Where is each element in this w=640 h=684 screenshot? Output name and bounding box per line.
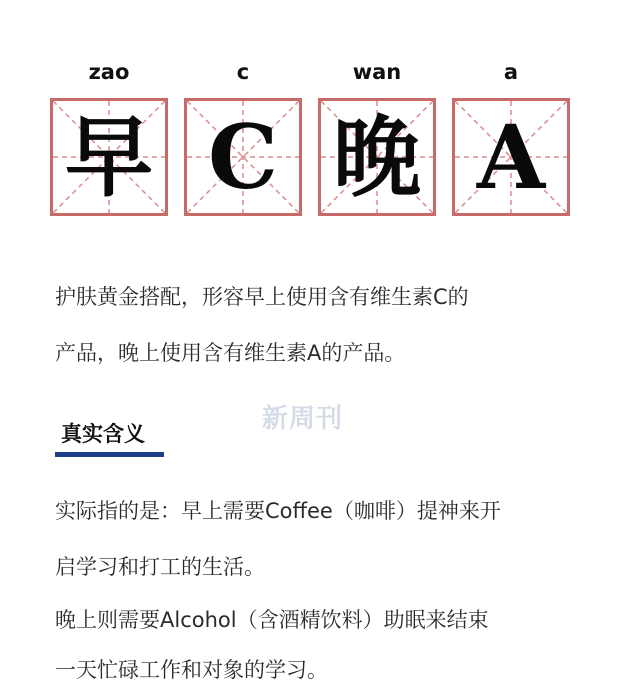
character-grid-row	[50, 98, 580, 216]
pinyin-row	[50, 60, 570, 90]
meaning-line-3: 晚上则需要Alcohol（含酒精饮料）助眠来结束	[55, 608, 489, 632]
heading-underline	[55, 452, 164, 457]
pinyin-wan: wan	[352, 60, 402, 84]
tianzige-box-a	[452, 98, 570, 216]
tianzige-box-c	[184, 98, 302, 216]
meaning-line-4: 一天忙碌工作和对象的学习。	[55, 658, 328, 682]
character-a: A	[476, 105, 546, 209]
character-wan: 晚	[332, 105, 421, 209]
character-c: C	[207, 105, 279, 209]
intro-line-2: 产品，晚上使用含有维生素A的产品。	[55, 341, 406, 365]
intro-line-1: 护肤黄金搭配，形容早上使用含有维生素C的	[55, 285, 469, 309]
tianzige-box-wan	[318, 98, 436, 216]
meaning-line-1: 实际指的是：早上需要Coffee（咖啡）提神来开	[55, 499, 501, 523]
meaning-line-2: 启学习和打工的生活。	[55, 555, 265, 579]
character-zao: 早	[64, 105, 153, 209]
pinyin-c: c	[236, 60, 250, 84]
pinyin-a: a	[503, 60, 519, 84]
tianzige-box-zao	[50, 98, 168, 216]
pinyin-zao: zao	[88, 60, 130, 84]
watermark-logo: 新周刊	[262, 404, 344, 434]
section-heading: 真实含义	[61, 422, 145, 446]
